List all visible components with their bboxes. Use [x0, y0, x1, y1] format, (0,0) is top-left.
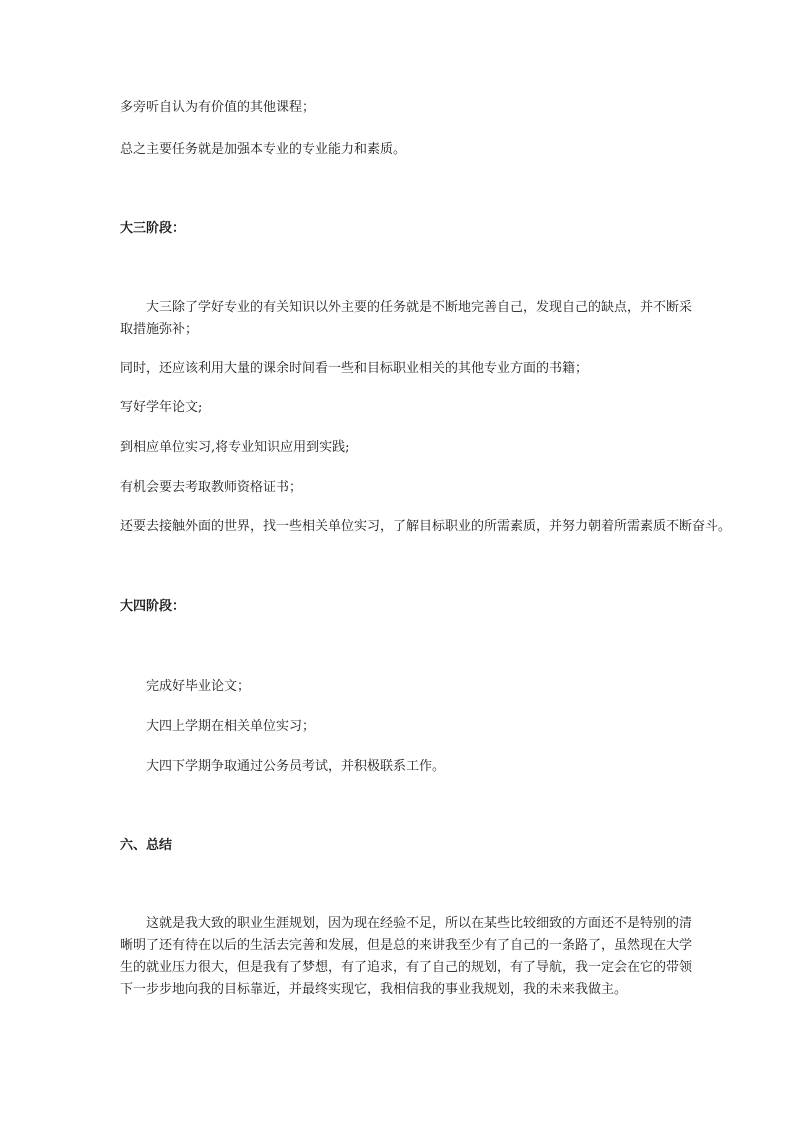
text-line: 有机会要去考取教师资格证书；: [120, 480, 303, 495]
text-line: 大四下学期争取通过公务员考试，并积极联系工作。: [146, 759, 446, 774]
text-line: 写好学年论文;: [120, 400, 203, 415]
paragraph-summary: 这就是我大致的职业生涯规划，因为现在经验不足，所以在某些比较细致的方面还不是特别的清晰明了还有待在以后的生活去完善和发展，但是总的来讲我至少有了自己的一条路了，虽然现在大学生的就业压力很大，但是我有了梦想，有了追求，有了自己的规划，有了导航，我一定会在它的带领下一步步地向我的目标靠近，并最终实现它，我相信我的事业我规划，我的未来我做主。: [120, 916, 693, 997]
section-heading-summary: 六、总结: [120, 838, 173, 853]
section-heading-junior: 大三阶段：: [120, 221, 186, 236]
text-line: 大四上学期在相关单位实习；: [146, 719, 316, 734]
text-line: 同时，还应该利用大量的课余时间看一些和目标职业相关的其他专业方面的书籍；: [120, 361, 589, 376]
text-line: 还要去接触外面的世界，找一些相关单位实习，了解目标职业的所需素质，并努力朝着所需素质不断奋斗。: [120, 519, 732, 534]
text-line: 总之主要任务就是加强本专业的专业能力和素质。: [120, 142, 407, 157]
text-line: 多旁听自认为有价值的其他课程；: [120, 100, 316, 115]
text-line: 到相应单位实习,将专业知识应用到实践;: [120, 440, 350, 455]
paragraph-junior: 大三除了学好专业的有关知识以外主要的任务就是不断地完善自己，发现自己的缺点，并不断采取措施弥补；: [120, 300, 693, 337]
text-line: 完成好毕业论文；: [146, 679, 251, 694]
section-heading-senior: 大四阶段：: [120, 599, 186, 614]
